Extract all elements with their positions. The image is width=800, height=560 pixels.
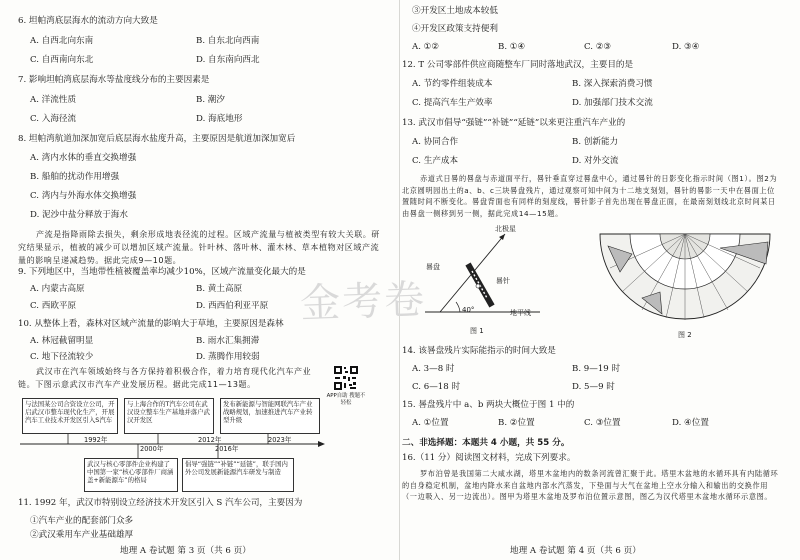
q11-option-a: A. ①②: [412, 42, 440, 52]
q13-option-d: D. 对外交流: [572, 156, 619, 166]
page-right: [400, 0, 800, 560]
q7-stem: 7. 影响坦帕湾底层海水等盐度线分布的主要因素是: [18, 75, 210, 85]
q10-option-b: B. 雨水汇集拥滞: [196, 336, 260, 346]
q15-option-c: C. ③位置: [584, 418, 621, 428]
q11-statement-3: ③开发区土地成本较低: [412, 6, 498, 16]
q7-option-b: B. 潮汐: [196, 95, 225, 105]
timeline-year-1992: 1992年: [84, 436, 108, 444]
timeline-year-2016: 2016年: [215, 445, 239, 453]
q6-option-b: B. 自东北向西南: [196, 36, 260, 46]
timeline-box-2016: 发布新能源与智能网联汽车产业战略规划，加速推进汽车产业转型升级: [220, 398, 320, 434]
q11-statement-4: ④开发区政策支持便利: [412, 24, 498, 34]
q16-stem: 16.（11 分）阅读图文材料，完成下列要求。: [402, 453, 576, 463]
q12-option-a: A. 节约零件组装成本: [412, 79, 493, 89]
qr-caption: APP自助 搜题不轻松: [326, 393, 366, 406]
qr-code-icon[interactable]: [333, 365, 359, 391]
passage-lop-nur: 罗布泊曾是我国第二大咸水湖，塔里木盆地内的数条河流曾汇聚于此。塔里木盆地的水循环具有内陆循环的自身稳定机制，盆地内降水来自盆地内部水汽蒸发，下垫面与大气在盆地上空水分输入和输出的交换作用（一边吸入、另一边流出）。图甲为塔里木盆地及罗布泊位置示意图，图乙为汉代塔里木盆地水循环示意图。: [402, 469, 779, 501]
q9-option-c: C. 西欧平原: [30, 301, 77, 311]
fig1-label-north-star: 北极星: [495, 225, 516, 233]
q10-option-c: C. 地下径流较少: [30, 352, 94, 362]
timeline-box-1992: 与法国某公司合资设立公司，开启武汉市整车现代化生产，开展汽车工业技术开发区引入S汽车: [22, 398, 118, 434]
q11-option-b: B. ①④: [498, 42, 526, 52]
q8-option-a: A. 湾内水体的垂直交换增强: [30, 153, 137, 163]
figure-2-dial-fragments: [590, 228, 780, 332]
q8-option-b: B. 船舶的扰动作用增强: [30, 172, 120, 182]
q11-statement-2: ②武汉乘用车产业基础雄厚: [30, 530, 134, 540]
q11-option-d: D. ③④: [672, 42, 700, 52]
page-footer-left: 地理 A 卷试题 第 3 页（共 6 页）: [120, 546, 251, 556]
q13-option-c: C. 生产成本: [412, 156, 459, 166]
q7-option-a: A. 洋流性质: [30, 95, 77, 105]
q8-option-c: C. 湾内与外海水体交换增强: [30, 191, 137, 201]
fig1-label-angle: 40°: [462, 306, 475, 314]
q14-option-d: D. 5—9 时: [572, 382, 615, 392]
q12-option-c: C. 提高汽车生产效率: [412, 98, 493, 108]
q6-option-a: A. 自西北向东南: [30, 36, 94, 46]
q6-option-c: C. 自西南向东北: [30, 55, 94, 65]
q9-stem: 9. 下列地区中，当地带性植被覆盖率均减少10%，区域产流量变化最大的是: [18, 267, 306, 277]
q10-option-d: D. 蒸腾作用较弱: [196, 352, 260, 362]
passage-runoff: 产流是指降雨除去损失，剩余形成地表径流的过程。区域产流量与植被类型有较大关联。研究结果显示，植被的减少可以增加区域产流量。针叶林、落叶林、灌木林、草本植物对区域产流量的影响呈递减趋势。据此完成9—10题。: [18, 230, 380, 265]
passage-sundial: 赤道式日晷的晷盘与赤道面平行，晷针垂直穿过晷盘中心，通过晷针的日影变化指示时间（图1）。图2为北京圆明园出土的a、b、c三块晷盘残片，通过观察可知中间为十二地支刻划，晷针的晷影一天中在晷面上位置随时间不断变化。晷盘背面也有同样的刻度线，晷针影子首先出现在晷盘正面，在最南刻划线北京时间某日由晷盘一侧移到另一侧，据此完成14—15题。: [402, 174, 778, 218]
q11-option-c: C. ②③: [584, 42, 612, 52]
timeline-box-2000-bottom: 武汉与核心零部件企业构建了中国第一家“核心零部件厂商涵盖+新能源车”的格局: [84, 458, 178, 492]
q7-option-d: D. 海底地形: [196, 114, 243, 124]
page-footer-right: 地理 A 卷试题 第 4 页（共 6 页）: [510, 546, 641, 556]
q10-stem: 10. 从整体上看，森林对区域产流量的影响大于草地，主要原因是森林: [18, 319, 284, 329]
watermark-logo: 金考卷: [299, 276, 427, 328]
q12-option-d: D. 加强部门技术交流: [572, 98, 653, 108]
q14-stem: 14. 该晷盘残片实际能指示的时间大致是: [402, 346, 556, 356]
fig1-label-dial: 晷盘: [426, 263, 440, 271]
fig1-caption: 图 1: [470, 327, 484, 335]
fig1-label-horizon: 地平线: [510, 309, 531, 317]
timeline-year-2000: 2000年: [140, 445, 164, 453]
q6-stem: 6. 坦帕湾底层海水的流动方向大致是: [18, 16, 158, 26]
q6-option-d: D. 自东南向西北: [196, 55, 260, 65]
q15-option-b: B. ②位置: [498, 418, 535, 428]
fig1-label-gnomon: 晷针: [496, 277, 510, 285]
q9-option-a: A. 内蒙古高原: [30, 284, 85, 294]
q7-option-c: C. 入海径流: [30, 114, 77, 124]
q15-option-d: D. ④位置: [672, 418, 709, 428]
q9-option-d: D. 西西伯利亚平原: [196, 301, 269, 311]
q14-option-a: A. 3—8 时: [412, 364, 455, 374]
q8-stem: 8. 坦帕湾航道加深加宽后底层海水盐度升高，主要原因是航道加深加宽后: [18, 134, 296, 144]
q13-option-b: B. 创新能力: [572, 137, 619, 147]
q14-option-b: B. 9—19 时: [572, 364, 621, 374]
timeline-box-2016-bottom: 倡导“强链”“补链”“延链”，联手国内外公司发展新能源汽车研发与制造: [182, 458, 294, 492]
q9-option-b: B. 黄土高原: [196, 284, 243, 294]
q10-option-a: A. 林冠截留明显: [30, 336, 94, 346]
fig2-caption: 图 2: [678, 331, 692, 339]
q12-option-b: B. 深入探索消费习惯: [572, 79, 653, 89]
q14-option-c: C. 6—18 时: [412, 382, 461, 392]
q12-stem: 12. T 公司零部件供应商随整车厂同时落地武汉，主要目的是: [402, 60, 634, 70]
q11-statement-1: ①汽车产业的配套部门众多: [30, 516, 134, 526]
section-2-heading: 二、非选择题：本题共 4 小题，共 55 分。: [402, 438, 570, 448]
passage-wuhan-auto: 武汉市在汽车领域始终与各方保持着积极合作，着力培育现代化汽车产业链。下图示意武汉市汽车产业发展历程。据此完成11—13题。: [18, 367, 312, 389]
timeline-box-2000: 与上海合作的T汽车公司在武汉设立整车生产基地并落户武汉开发区: [124, 398, 214, 434]
q8-option-d: D. 泥沙中盐分释放于海水: [30, 210, 128, 220]
timeline-year-2012: 2012年: [198, 436, 222, 444]
q11-stem: 11. 1992 年，武汉市特别设立经济技术开发区引入 S 汽车公司，主要因为: [18, 498, 303, 508]
timeline-year-2023: 2023年: [268, 436, 292, 444]
q15-option-a: A. ①位置: [412, 418, 449, 428]
q13-stem: 13. 武汉市倡导“强链”“补链”“延链”以来更注重汽车产业的: [402, 118, 626, 128]
q13-option-a: A. 协同合作: [412, 137, 459, 147]
q15-stem: 15. 晷盘残片中 a、b 两块大概位于图 1 中的: [402, 400, 575, 410]
